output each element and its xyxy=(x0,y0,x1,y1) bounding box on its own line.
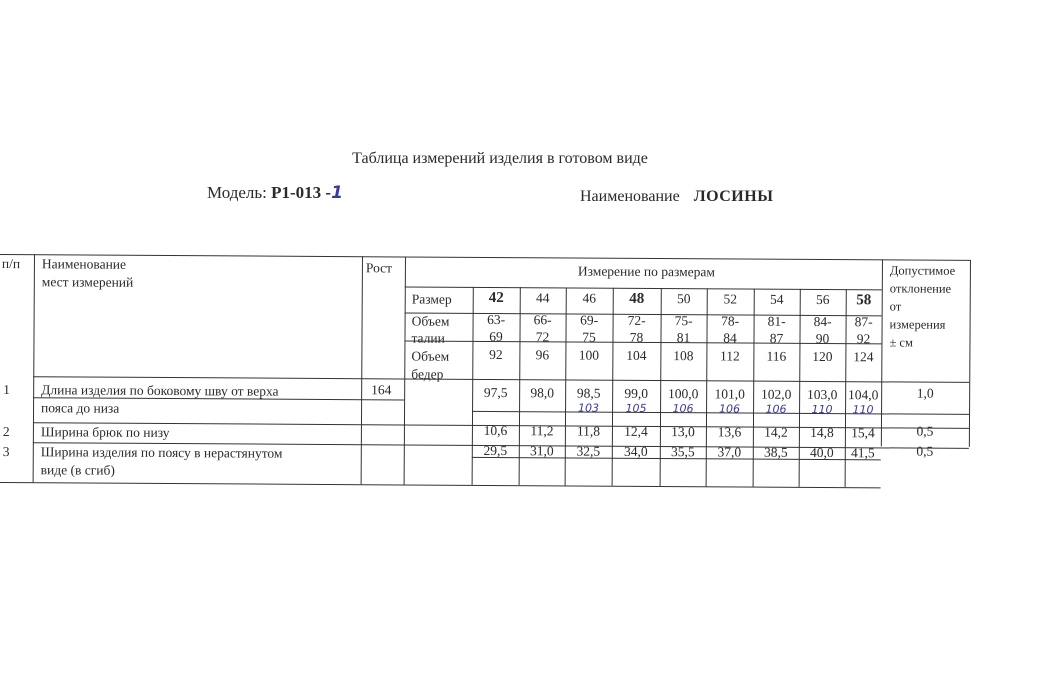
model-value: Р1-013 - xyxy=(271,183,332,202)
size-value: 44 xyxy=(535,290,550,306)
row-value: 12,4 xyxy=(624,423,648,439)
row-tolerance: 1,0 xyxy=(916,385,934,401)
waist-range-top: 78- xyxy=(721,313,740,329)
handwritten-correction: 106 xyxy=(765,402,787,416)
size-value: 56 xyxy=(815,291,830,308)
row-value: 29,5 xyxy=(483,442,508,459)
waist-range-bottom: 87 xyxy=(769,330,784,346)
column-header-name: мест измерений xyxy=(41,274,134,290)
column-header-name: Наименование xyxy=(41,256,127,272)
row-value: 103,0 xyxy=(806,386,838,403)
row-name: виде (в сгиб) xyxy=(40,462,115,478)
row-value: 101,0 xyxy=(714,386,745,402)
column-header-sizes: Измерение по размерам xyxy=(577,263,715,280)
waist-range-top: 81- xyxy=(767,313,786,329)
waist-range-top: 75- xyxy=(674,313,693,329)
waist-range-top: 84- xyxy=(813,313,832,330)
column-header-number: п/п xyxy=(1,256,21,272)
row-value: 13,0 xyxy=(671,424,695,440)
column-border xyxy=(969,260,971,447)
waist-range-bottom: 69 xyxy=(489,328,503,345)
hips-value: 124 xyxy=(853,349,874,365)
column-header-tolerance: отклонение xyxy=(889,281,952,296)
waist-range-bottom: 84 xyxy=(723,330,737,346)
size-value: 54 xyxy=(769,291,784,307)
row-height: 164 xyxy=(371,382,392,398)
column-header-tolerance: ± см xyxy=(889,335,913,350)
hips-value: 104 xyxy=(626,347,647,363)
waist-range-bottom: 81 xyxy=(676,330,691,346)
waist-range-top: 72- xyxy=(627,312,646,328)
row-value: 11,2 xyxy=(530,423,554,439)
row-value: 31,0 xyxy=(529,443,554,459)
hips-value: 112 xyxy=(719,348,740,364)
row-name: Ширина брюк по низу xyxy=(40,424,170,441)
row-value: 98,0 xyxy=(530,385,555,401)
column-header-tolerance: измерения xyxy=(889,317,946,332)
table-bottom-border xyxy=(0,482,881,489)
row-value: 15,4 xyxy=(851,425,875,441)
size-value: 58 xyxy=(856,292,872,309)
row-value: 98,5 xyxy=(576,385,601,401)
size-value: 52 xyxy=(723,291,738,307)
model-handwritten-number: 1 xyxy=(331,183,343,203)
hips-value: 116 xyxy=(766,348,787,364)
waist-range-top: 66- xyxy=(533,312,552,328)
row-value: 35,5 xyxy=(670,444,695,460)
handwritten-correction: 103 xyxy=(578,401,600,415)
size-value: 42 xyxy=(488,289,504,307)
model-label: Модель: xyxy=(207,183,267,202)
row-value: 99,0 xyxy=(624,385,649,401)
column-border xyxy=(404,256,407,484)
hips-value: 120 xyxy=(812,348,833,365)
row-value: 104,0 xyxy=(847,387,879,403)
handwritten-correction: 110 xyxy=(811,402,833,417)
title-text: Таблица измерений изделия в готовом виде xyxy=(352,150,648,167)
column-border xyxy=(361,256,364,484)
row-value: 32,5 xyxy=(576,443,601,459)
row-value: 10,6 xyxy=(483,422,508,439)
table-top-border xyxy=(0,254,970,261)
row-value: 13,6 xyxy=(717,424,742,440)
hips-value: 100 xyxy=(578,347,600,363)
row-value: 97,5 xyxy=(483,384,508,401)
row-value: 102,0 xyxy=(760,386,792,402)
hips-label: Объем xyxy=(411,348,450,364)
waist-range-top: 69- xyxy=(580,312,599,328)
row-value: 38,5 xyxy=(763,444,788,460)
size-value: 48 xyxy=(629,290,645,307)
size-value: 50 xyxy=(676,291,691,307)
size-label: Размер xyxy=(411,291,452,307)
row-value: 40,0 xyxy=(809,444,834,461)
hips-label: бедер xyxy=(411,366,444,382)
column-header-tolerance: Допустимое xyxy=(889,263,956,278)
waist-range-bottom: 78 xyxy=(629,329,644,345)
hips-value: 108 xyxy=(673,348,694,364)
row-name: Длина изделия по боковому шву от верха xyxy=(41,382,279,399)
column-header-tolerance: от xyxy=(889,299,902,314)
column-border xyxy=(33,254,36,482)
row-value: 11,8 xyxy=(576,423,601,439)
column-header-height: Рост xyxy=(365,260,393,276)
row-value: 14,8 xyxy=(810,424,834,441)
row-value: 14,2 xyxy=(764,424,788,440)
waist-label: Объем xyxy=(411,313,450,329)
hips-value: 96 xyxy=(535,347,550,363)
row-number: 3 xyxy=(2,444,10,460)
measurement-table xyxy=(0,254,972,488)
waist-range-top: 63- xyxy=(487,311,506,328)
product-name-label: Наименование xyxy=(580,188,680,205)
handwritten-correction: 105 xyxy=(625,401,647,415)
document-title xyxy=(0,150,1000,168)
model-field xyxy=(207,183,343,203)
row-value: 37,0 xyxy=(717,444,742,460)
handwritten-correction: 110 xyxy=(852,403,874,417)
handwritten-correction: 106 xyxy=(672,402,694,416)
hips-value: 92 xyxy=(489,346,503,363)
row-value: 41,5 xyxy=(850,445,875,461)
waist-range-bottom: 90 xyxy=(815,330,830,347)
handwritten-correction: 106 xyxy=(719,402,741,416)
row-name: Ширина изделия по поясу в нерастянутом xyxy=(40,444,283,461)
size-value: 46 xyxy=(582,290,597,306)
waist-range-bottom: 72 xyxy=(535,329,550,345)
row-value: 100,0 xyxy=(667,386,699,402)
waist-range-bottom: 92 xyxy=(856,331,871,347)
row-tolerance: 0,5 xyxy=(916,443,934,459)
waist-range-top: 87- xyxy=(854,314,873,330)
row-number: 1 xyxy=(3,382,10,398)
waist-label: талии xyxy=(411,330,445,346)
row-name: пояса до низа xyxy=(41,400,120,416)
row-number: 2 xyxy=(2,424,10,440)
waist-range-bottom: 75 xyxy=(582,329,596,345)
product-name-field xyxy=(580,188,773,206)
row-value: 34,0 xyxy=(623,443,648,459)
product-name-value: ЛОСИНЫ xyxy=(693,188,774,205)
row-tolerance: 0,5 xyxy=(916,423,934,439)
